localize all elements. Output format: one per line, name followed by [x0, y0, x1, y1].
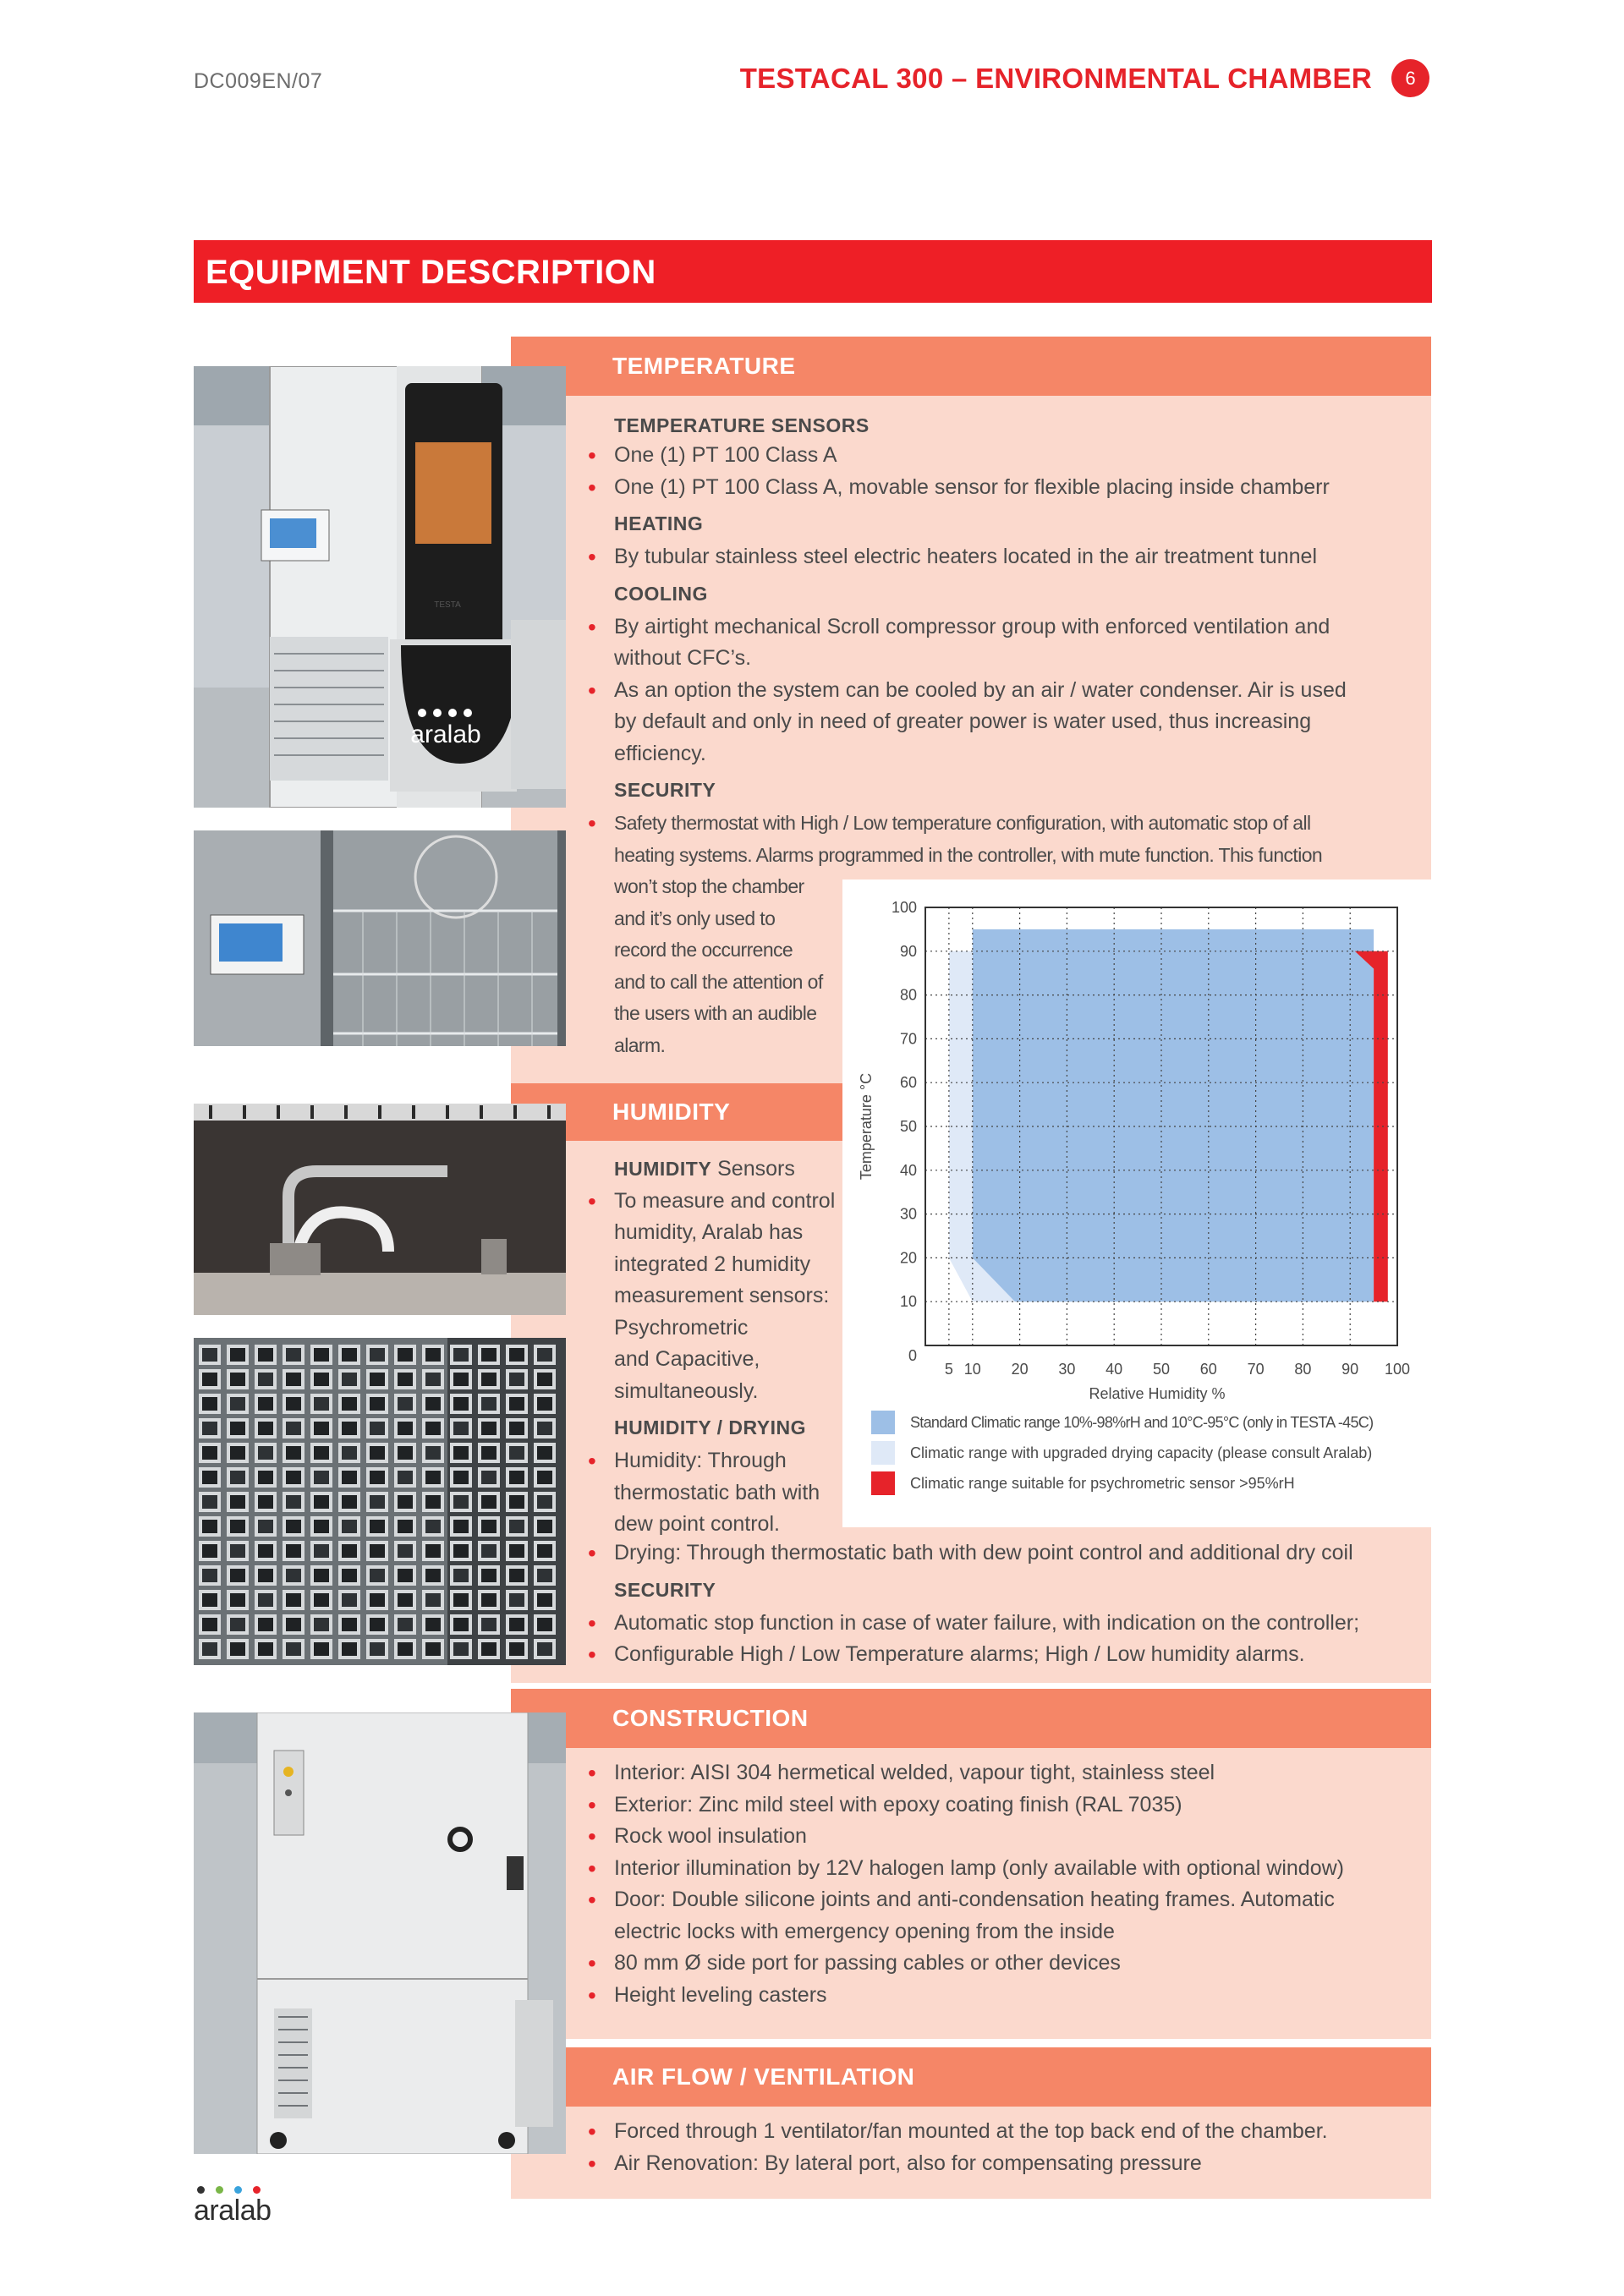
- list-item: • Drying: Through thermostatic bath with dew point control and additional dry coil: [614, 1537, 1409, 1570]
- grid-cell: [480, 1346, 498, 1363]
- grid-cell: [312, 1567, 331, 1584]
- grid-cell: [535, 1543, 554, 1559]
- chart-legend: [871, 1411, 1421, 1502]
- grid-cell: [312, 1641, 331, 1658]
- grid-cell: [284, 1469, 303, 1486]
- grid-cell: [535, 1616, 554, 1633]
- logo-dot: [216, 2186, 223, 2194]
- grid-cell: [452, 1518, 470, 1535]
- photo-humidity-sensor: [194, 1104, 566, 1315]
- list-item-continued: heating systems. Alarms programmed in the controller, with mute function. This function: [614, 843, 1323, 866]
- grid-cell: [480, 1371, 498, 1388]
- y-tick-label: 60: [899, 1074, 917, 1092]
- grid-cell: [396, 1444, 414, 1461]
- grid-cell: [284, 1616, 303, 1633]
- grid-cell: [368, 1592, 387, 1608]
- legend-swatch-psychrometric: [871, 1471, 895, 1495]
- grid-cell: [200, 1371, 219, 1388]
- grid-cell: [508, 1493, 526, 1510]
- grid-cell: [368, 1543, 387, 1559]
- chart-svg: [842, 879, 1431, 1404]
- grid-cell: [340, 1469, 359, 1486]
- list-item: • Rock wool insulation: [614, 1821, 1409, 1853]
- grid-cell: [535, 1371, 554, 1388]
- grid-cell: [256, 1592, 275, 1608]
- grid-cell: [312, 1469, 331, 1486]
- list-item: • Air Renovation: By lateral port, also for compensating pressure: [614, 2148, 1409, 2180]
- grid-cell: [396, 1616, 414, 1633]
- list-item: • Exterior: Zinc mild steel with epoxy coating finish (RAL 7035): [614, 1789, 1409, 1822]
- grid-cell: [340, 1567, 359, 1584]
- logo-text: aralab: [194, 2195, 272, 2227]
- list-item: • 80 mm Ø side port for passing cables or other devices: [614, 1948, 1409, 1980]
- grid-cell: [480, 1493, 498, 1510]
- logo-dots: [197, 2186, 287, 2194]
- grid-cell: [424, 1592, 442, 1608]
- grid-cell: [424, 1641, 442, 1658]
- grid-cell: [340, 1493, 359, 1510]
- machine-panel-label: TESTA: [434, 600, 461, 610]
- grid-cell: [228, 1641, 247, 1658]
- grid-cell: [396, 1420, 414, 1437]
- grid-cell: [508, 1641, 526, 1658]
- grid-cell: [256, 1543, 275, 1559]
- list-item: • Automatic stop function in case of water failure, with indication on the controller;: [614, 1608, 1409, 1640]
- list-item: • Height leveling casters: [614, 1980, 1409, 2012]
- grid-cell: [200, 1543, 219, 1559]
- grid-cell: [312, 1444, 331, 1461]
- grid-cell: [424, 1395, 442, 1412]
- legend-item: [871, 1441, 1421, 1465]
- grid-cell: [508, 1346, 526, 1363]
- grid-cell: [452, 1641, 470, 1658]
- grid-cell: [256, 1616, 275, 1633]
- grid-cell: [480, 1567, 498, 1584]
- grid-cell: [368, 1469, 387, 1486]
- machine-brand: aralab: [410, 721, 481, 748]
- grid-cell: [480, 1543, 498, 1559]
- grid-cell: [284, 1444, 303, 1461]
- page-number-badge: 6: [1391, 59, 1429, 97]
- text-line: record the occurrence: [614, 939, 793, 961]
- grid-cell: [200, 1592, 219, 1608]
- y-tick-label: 70: [899, 1030, 917, 1048]
- grid-cell: [368, 1395, 387, 1412]
- grid-cell: [228, 1420, 247, 1437]
- grid-cell: [340, 1543, 359, 1559]
- grid-cell: [284, 1641, 303, 1658]
- grid-cell: [312, 1493, 331, 1510]
- heating-heading: HEATING: [614, 512, 704, 534]
- grid-cell: [396, 1567, 414, 1584]
- list-item: • By tubular stainless steel electric heaters located in the air treatment tunnel: [614, 541, 1401, 573]
- x-tick-label: 70: [1247, 1361, 1265, 1378]
- grid-cell: [200, 1395, 219, 1412]
- grid-cell: [228, 1518, 247, 1535]
- x-tick-label: 80: [1294, 1361, 1312, 1378]
- humidity-sensors-rest: Sensors: [711, 1157, 795, 1181]
- grid-cell: [256, 1395, 275, 1412]
- footer-logo: [194, 2186, 287, 2237]
- grid-cell: [340, 1616, 359, 1633]
- grid-cell: [424, 1616, 442, 1633]
- y-tick-label: 80: [899, 986, 917, 1004]
- grid-cell: [535, 1395, 554, 1412]
- grid-cell: [200, 1641, 219, 1658]
- grid-cell: [256, 1371, 275, 1388]
- y-tick-label: 40: [899, 1161, 917, 1179]
- x-tick-label: 50: [1152, 1361, 1171, 1378]
- text-line: and it’s only used to: [614, 907, 776, 929]
- legend-label: Climatic range with upgraded drying capacity (please consult Aralab): [910, 1444, 1373, 1461]
- grid-cell: [312, 1616, 331, 1633]
- grid-cell: [312, 1420, 331, 1437]
- humidity-sensors-heading: [614, 1153, 868, 1186]
- list-item: • One (1) PT 100 Class A: [614, 440, 1401, 472]
- grid-cell: [284, 1371, 303, 1388]
- text-line: Psychrometric: [614, 1315, 749, 1340]
- text-line: thermostatic bath with: [614, 1480, 820, 1504]
- grid-cell: [424, 1518, 442, 1535]
- grid-cell: [424, 1469, 442, 1486]
- list-item: • By airtight mechanical Scroll compressor group with enforced ventilation and: [614, 611, 1401, 644]
- y-axis-label: Temperature °C: [858, 1072, 875, 1181]
- grid-cell: [535, 1567, 554, 1584]
- grid-cell: [284, 1346, 303, 1363]
- grid-cell: [200, 1469, 219, 1486]
- grid-cell: [508, 1543, 526, 1559]
- grid-cell: [452, 1346, 470, 1363]
- humidity-security-heading: SECURITY: [614, 1578, 716, 1601]
- grid-cell: [340, 1346, 359, 1363]
- grid-cell: [480, 1518, 498, 1535]
- grid-cell: [480, 1592, 498, 1608]
- y-tick-label: 20: [899, 1249, 917, 1267]
- grid-cell: [396, 1371, 414, 1388]
- grid-cell: [535, 1641, 554, 1658]
- list-item: • As an option the system can be cooled by an air / water condenser. Air is used: [614, 675, 1401, 707]
- grid-cell: [508, 1518, 526, 1535]
- text-line: and Capacitive,: [614, 1347, 760, 1371]
- grid-cell: [452, 1395, 470, 1412]
- grid-cell: [368, 1444, 387, 1461]
- humidity-drying-heading: HUMIDITY / DRYING: [614, 1417, 807, 1438]
- grid-cell: [368, 1346, 387, 1363]
- grid-cell: [256, 1444, 275, 1461]
- list-item: • One (1) PT 100 Class A, movable sensor for flexible placing inside chamberr: [614, 472, 1401, 504]
- grid-cell: [508, 1469, 526, 1486]
- x-tick-label: 20: [1011, 1361, 1029, 1378]
- list-item-continued: by default and only in need of greater power is water used, thus increasing: [614, 710, 1312, 733]
- grid-cell: [452, 1543, 470, 1559]
- grid-cell: [535, 1592, 554, 1608]
- grid-cell: [508, 1567, 526, 1584]
- airflow-content: [614, 2116, 1409, 2179]
- grid-cell: [508, 1444, 526, 1461]
- grid-cell: [228, 1543, 247, 1559]
- grid-cell: [200, 1493, 219, 1510]
- list-item: • Humidity: Through: [614, 1445, 868, 1477]
- grid-cell: [256, 1567, 275, 1584]
- construction-content: [614, 1757, 1409, 2011]
- y-tick-label: 30: [899, 1205, 917, 1223]
- x-tick-label: 40: [1106, 1361, 1123, 1378]
- text-line: humidity, Aralab has: [614, 1220, 804, 1244]
- grid-cell: [480, 1420, 498, 1437]
- grid-cell: [396, 1641, 414, 1658]
- legend-swatch-upgraded: [871, 1441, 895, 1465]
- grid-cell: [200, 1444, 219, 1461]
- grid-cell: [256, 1346, 275, 1363]
- grid-cell: [312, 1371, 331, 1388]
- grid-cell: [396, 1493, 414, 1510]
- grid-cell: [452, 1444, 470, 1461]
- x-tick-label: 30: [1058, 1361, 1076, 1378]
- grid-cell: [340, 1592, 359, 1608]
- text-line: measurement sensors:: [614, 1284, 830, 1307]
- text-line: integrated 2 humidity: [614, 1252, 811, 1276]
- text-line: alarm.: [614, 1033, 666, 1056]
- grid-cell: [535, 1518, 554, 1535]
- grid-cell: [424, 1493, 442, 1510]
- grid-cell: [312, 1543, 331, 1559]
- grid-cell: [508, 1592, 526, 1608]
- grid-cell: [228, 1444, 247, 1461]
- grid-cell: [480, 1444, 498, 1461]
- grid-cell: [256, 1469, 275, 1486]
- grid-cell: [424, 1567, 442, 1584]
- grid-cell: [228, 1616, 247, 1633]
- logo-dot: [197, 2186, 205, 2194]
- grid-cell: [284, 1543, 303, 1559]
- list-item: • Configurable High / Low Temperature alarms; High / Low humidity alarms.: [614, 1639, 1409, 1671]
- grid-cell: [256, 1518, 275, 1535]
- grid-cell: [340, 1641, 359, 1658]
- temperature-title: TEMPERATURE: [511, 337, 1431, 396]
- y-tick-label: 100: [891, 899, 917, 916]
- photo-chamber-interior: [194, 830, 566, 1046]
- grid-cell: [340, 1395, 359, 1412]
- grid-cell: [284, 1518, 303, 1535]
- grid-cell: [340, 1371, 359, 1388]
- list-item: • Interior illumination by 12V halogen lamp (only available with optional window): [614, 1853, 1409, 1885]
- grid-cell: [200, 1518, 219, 1535]
- legend-item: [871, 1471, 1421, 1495]
- grid-cell: [535, 1469, 554, 1486]
- humidity-title: HUMIDITY: [511, 1083, 842, 1141]
- grid-cell: [424, 1420, 442, 1437]
- grid-cell: [480, 1616, 498, 1633]
- grid-cell: [312, 1518, 331, 1535]
- grid-cell: [452, 1616, 470, 1633]
- grid-cell: [535, 1420, 554, 1437]
- x-tick-label: 10: [963, 1361, 981, 1378]
- grid-cell: [508, 1420, 526, 1437]
- legend-label: Standard Climatic range 10%-98%rH and 10°C-95°C (only in TESTA -45C): [910, 1413, 1374, 1431]
- grid-cell: [228, 1395, 247, 1412]
- x-tick-label: 100: [1384, 1361, 1411, 1378]
- grid-cell: [368, 1420, 387, 1437]
- list-item-continued: electric locks with emergency opening from the inside: [614, 1919, 1115, 1943]
- grid-cell: [424, 1444, 442, 1461]
- grid-cell: [535, 1493, 554, 1510]
- grid-cell: [312, 1346, 331, 1363]
- grid-cell: [452, 1567, 470, 1584]
- section-banner: EQUIPMENT DESCRIPTION: [194, 240, 1432, 303]
- grid-cell: [452, 1592, 470, 1608]
- list-item-continued: efficiency.: [614, 741, 706, 765]
- grid-cell: [200, 1420, 219, 1437]
- grid-cell: [480, 1641, 498, 1658]
- list-item: • Safety thermostat with High / Low temperature configuration, with automatic stop of all: [614, 808, 1401, 840]
- photo-grid-door: [194, 1338, 566, 1665]
- legend-label: Climatic range suitable for psychrometric sensor >95%rH: [910, 1474, 1295, 1492]
- grid-cell: [228, 1493, 247, 1510]
- grid-cell: [396, 1469, 414, 1486]
- grid-cell: [508, 1395, 526, 1412]
- list-item: • Door: Double silicone joints and anti-condensation heating frames. Automatic: [614, 1884, 1409, 1916]
- y-tick-label: 50: [899, 1118, 917, 1135]
- grid-cell: [256, 1493, 275, 1510]
- climatic-range-chart: [842, 879, 1431, 1527]
- grid-cell: [200, 1346, 219, 1363]
- airflow-title: AIR FLOW / VENTILATION: [511, 2047, 1431, 2107]
- humidity-sensors-bold: HUMIDITY: [614, 1158, 712, 1180]
- grid-cell: [535, 1346, 554, 1363]
- grid-cell: [424, 1371, 442, 1388]
- grid-cell: [228, 1592, 247, 1608]
- photo-chamber-side: [194, 1712, 566, 2154]
- grid-cell: [452, 1493, 470, 1510]
- text-line: dew point control.: [614, 1512, 780, 1536]
- grid-cell: [284, 1420, 303, 1437]
- cooling-heading: COOLING: [614, 582, 708, 605]
- series-area-0: [973, 929, 1374, 1301]
- list-item-continued: without CFC’s.: [614, 646, 752, 670]
- grid-cell: [424, 1543, 442, 1559]
- grid-cell: [480, 1395, 498, 1412]
- grid-cell: [535, 1444, 554, 1461]
- y-tick-label: 0: [908, 1347, 917, 1364]
- grid-cell: [368, 1616, 387, 1633]
- x-tick-label: 60: [1199, 1361, 1217, 1378]
- construction-title: CONSTRUCTION: [511, 1689, 1431, 1748]
- text-line: the users with an audible: [614, 1002, 817, 1024]
- grid-cell: [228, 1469, 247, 1486]
- text-line: and to call the attention of: [614, 970, 823, 993]
- x-axis-label: Relative Humidity %: [1089, 1385, 1226, 1402]
- grid-cell: [368, 1641, 387, 1658]
- grid-cell: [256, 1420, 275, 1437]
- grid-cell: [228, 1371, 247, 1388]
- logo-dot: [253, 2186, 261, 2194]
- text-line: simultaneously.: [614, 1378, 759, 1403]
- logo-dot: [234, 2186, 242, 2194]
- grid-cell: [284, 1493, 303, 1510]
- document-code: DC009EN/07: [194, 69, 323, 93]
- grid-cell: [284, 1395, 303, 1412]
- temperature-security-heading: SECURITY: [614, 779, 716, 801]
- grid-cell: [228, 1567, 247, 1584]
- legend-swatch-standard: [871, 1411, 895, 1434]
- grid-cell: [312, 1395, 331, 1412]
- grid-cell: [452, 1420, 470, 1437]
- grid-cell: [340, 1444, 359, 1461]
- grid-cell: [452, 1469, 470, 1486]
- grid-cell: [396, 1543, 414, 1559]
- list-item: • Forced through 1 ventilator/fan mounted at the top back end of the chamber.: [614, 2116, 1409, 2148]
- grid-cell: [424, 1346, 442, 1363]
- text-line: won’t stop the chamber: [614, 875, 804, 897]
- grid-cell: [340, 1420, 359, 1437]
- legend-item: [871, 1411, 1421, 1434]
- temperature-sensors-heading: TEMPERATURE SENSORS: [614, 414, 870, 436]
- grid-cell: [340, 1518, 359, 1535]
- photo-chamber-front: [194, 366, 566, 808]
- grid-cell: [396, 1346, 414, 1363]
- grid-cell: [284, 1592, 303, 1608]
- grid-cell: [368, 1371, 387, 1388]
- grid-cell: [256, 1641, 275, 1658]
- list-item: • To measure and control: [614, 1186, 868, 1218]
- grid-cell: [312, 1592, 331, 1608]
- grid-cell: [508, 1616, 526, 1633]
- humidity-content-wide: [614, 1537, 1409, 1671]
- document-title: TESTACAL 300 – ENVIRONMENTAL CHAMBER: [739, 63, 1372, 94]
- grid-cell: [396, 1518, 414, 1535]
- humidity-content: [614, 1153, 868, 1541]
- y-tick-label: 90: [899, 942, 917, 960]
- grid-cell: [200, 1567, 219, 1584]
- x-tick-label: 5: [944, 1361, 953, 1378]
- grid-cell: [368, 1518, 387, 1535]
- grid-cell: [200, 1616, 219, 1633]
- grid-cell: [396, 1592, 414, 1608]
- grid-cell: [480, 1469, 498, 1486]
- grid-cell: [228, 1346, 247, 1363]
- x-tick-label: 90: [1341, 1361, 1359, 1378]
- list-item: • Interior: AISI 304 hermetical welded, vapour tight, stainless steel: [614, 1757, 1409, 1789]
- grid-cell: [508, 1371, 526, 1388]
- grid-cell: [368, 1493, 387, 1510]
- grid-cell: [452, 1371, 470, 1388]
- grid-cell: [368, 1567, 387, 1584]
- grid-cell: [284, 1567, 303, 1584]
- grid-cell: [396, 1395, 414, 1412]
- y-tick-label: 10: [899, 1293, 917, 1311]
